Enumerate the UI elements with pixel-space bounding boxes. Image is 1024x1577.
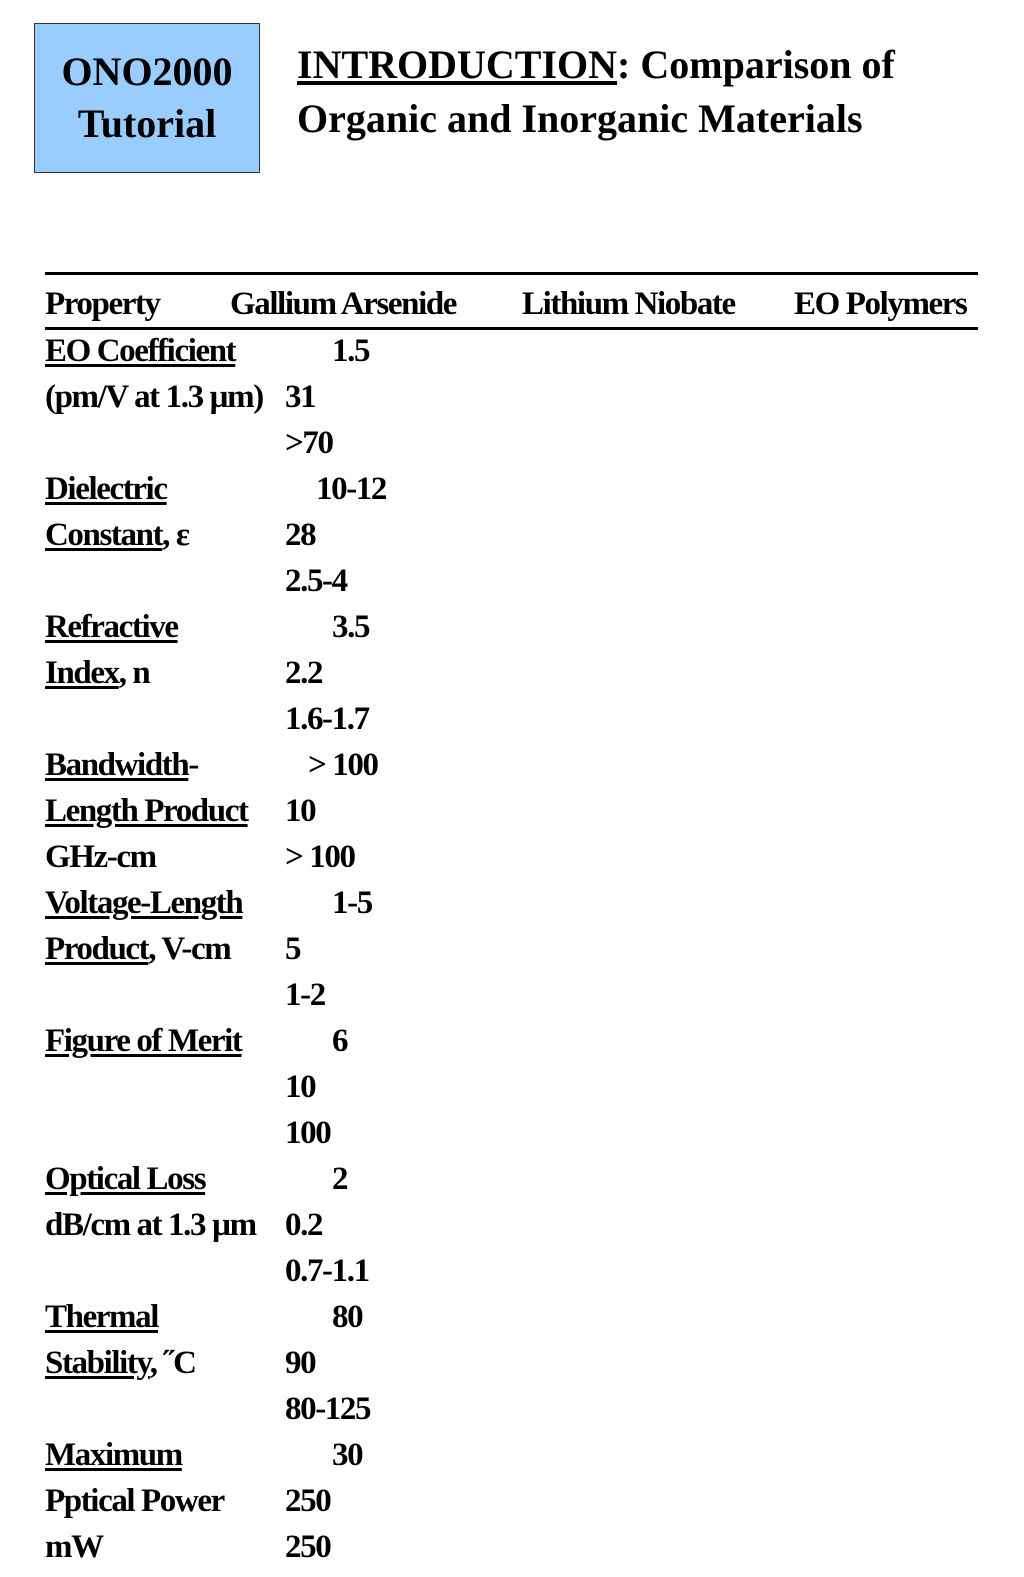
property-unit: , ˝C [149, 1345, 196, 1381]
property-cell [45, 466, 285, 604]
badge-line-2: Tutorial [77, 101, 217, 146]
property-name: EO Coefficient [45, 333, 236, 369]
property-line-3: GHz-cm [45, 839, 156, 875]
property-name: Bandwidth [45, 747, 189, 783]
eo-polymers-value: 0.7-1.1 [285, 1253, 369, 1289]
lithium-niobate-value: 10 [285, 1069, 316, 1105]
property-cell [45, 1432, 285, 1577]
table-row [45, 328, 978, 466]
property-name: Dielectric [45, 471, 167, 507]
property-line-1 [45, 604, 285, 650]
lithium-niobate-value: 0.2 [285, 1207, 323, 1243]
property-name-cont: Index [45, 655, 119, 691]
property-name: Refractive [45, 609, 178, 645]
table-top-rule [45, 272, 978, 275]
gallium-arsenide-value: 30 [332, 1437, 363, 1473]
gallium-arsenide-value: 6 [332, 1023, 348, 1059]
property-name: Maximum [45, 1437, 182, 1473]
property-cell [45, 1018, 285, 1156]
property-suffix: - [188, 747, 198, 783]
title-rest: Comparison of [630, 42, 895, 87]
header-row [45, 280, 978, 328]
property-name-cont: Pptical Power [45, 1483, 224, 1519]
gallium-arsenide-value: 1-5 [332, 885, 372, 921]
property-line-2 [45, 1340, 285, 1386]
property-cell [45, 742, 285, 880]
table-row [45, 1432, 978, 1577]
eo-polymers-value: >70 [285, 425, 333, 461]
property-label [45, 466, 285, 558]
header-eo-polymers: EO Polymers [794, 286, 967, 322]
property-cell [45, 880, 285, 1018]
property-line-1 [45, 1432, 285, 1478]
table-body [45, 328, 978, 1577]
property-unit: , n [118, 655, 150, 691]
property-line-2 [45, 512, 285, 558]
title-colon: : [617, 42, 631, 87]
property-line-2 [45, 926, 285, 972]
property-label [45, 880, 285, 972]
property-name-cont: Stability [45, 1345, 150, 1381]
lithium-niobate-value: 31 [285, 379, 316, 415]
property-name: Figure of Merit [45, 1023, 242, 1059]
property-name-cont: Constant [45, 517, 163, 553]
tutorial-badge [34, 23, 260, 173]
title-line-2: Organic and Inorganic Materials [297, 96, 863, 141]
property-cell [45, 328, 285, 466]
property-label [45, 328, 285, 420]
property-line-1 [45, 1018, 285, 1064]
property-label [45, 1156, 285, 1248]
property-line-3: mW [45, 1529, 103, 1565]
gallium-arsenide-value: > 100 [308, 747, 378, 783]
table-row [45, 604, 978, 742]
eo-polymers-value: 100 [285, 1115, 331, 1151]
property-unit: , V-cm [148, 931, 231, 967]
property-cell [45, 1294, 285, 1432]
table-row [45, 1294, 978, 1432]
lithium-niobate-value: 10 [285, 793, 316, 829]
header-lithium-niobate: Lithium Niobate [522, 286, 735, 322]
eo-polymers-value: 2.5-4 [285, 563, 347, 599]
lithium-niobate-value: 2.2 [285, 655, 323, 691]
property-line-2 [45, 1478, 285, 1524]
slide-title [297, 38, 1007, 146]
property-line-1 [45, 1294, 285, 1340]
gallium-arsenide-value: 2 [332, 1161, 348, 1197]
eo-polymers-value: > 100 [285, 839, 355, 875]
gallium-arsenide-value: 3.5 [332, 609, 370, 645]
property-line-2 [45, 650, 285, 696]
property-name-cont: dB/cm at 1.3 µm [45, 1207, 256, 1243]
property-line-1 [45, 1156, 285, 1202]
property-cell [45, 604, 285, 742]
table-row [45, 1018, 978, 1156]
property-label [45, 1018, 285, 1064]
lithium-niobate-value: 28 [285, 517, 316, 553]
table-header [45, 280, 978, 328]
property-name-cont: (pm/V at 1.3 µm) [45, 379, 263, 415]
property-line-2 [45, 1202, 285, 1248]
property-label [45, 1294, 285, 1386]
comparison-table [45, 280, 978, 1577]
property-line-1 [45, 328, 285, 374]
title-line-1 [297, 38, 1007, 92]
property-name-cont: Product [45, 931, 149, 967]
property-label [45, 1432, 285, 1570]
header-property: Property [45, 286, 160, 322]
property-name-cont: Length Product [45, 793, 248, 829]
property-label [45, 742, 285, 880]
property-line-2 [45, 374, 285, 420]
gallium-arsenide-value: 80 [332, 1299, 363, 1335]
eo-polymers-value: 1-2 [285, 977, 325, 1013]
property-line-2 [45, 788, 285, 834]
header-gallium-arsenide: Gallium Arsenide [230, 286, 457, 322]
gallium-arsenide-value: 10-12 [316, 471, 386, 507]
property-line-1 [45, 880, 285, 926]
property-label [45, 604, 285, 696]
eo-polymers-value: 1.6-1.7 [285, 701, 369, 737]
property-unit: , ε [162, 517, 189, 553]
property-name: Optical Loss [45, 1161, 206, 1197]
lithium-niobate-value: 250 [285, 1483, 331, 1519]
table-row [45, 466, 978, 604]
badge-line-1: ONO2000 [61, 49, 233, 94]
lithium-niobate-value: 5 [285, 931, 301, 967]
eo-polymers-value: 250 [285, 1529, 331, 1565]
table-row [45, 742, 978, 880]
eo-polymers-value: 80-125 [285, 1391, 371, 1427]
table-row [45, 880, 978, 1018]
property-line-1 [45, 742, 285, 788]
gallium-arsenide-value: 1.5 [332, 333, 370, 369]
title-heading: INTRODUCTION [297, 42, 618, 87]
lithium-niobate-value: 90 [285, 1345, 316, 1381]
property-name: Voltage-Length [45, 885, 243, 921]
property-cell [45, 1156, 285, 1294]
property-name: Thermal [45, 1299, 159, 1335]
table-row [45, 1156, 978, 1294]
property-line-1 [45, 466, 285, 512]
